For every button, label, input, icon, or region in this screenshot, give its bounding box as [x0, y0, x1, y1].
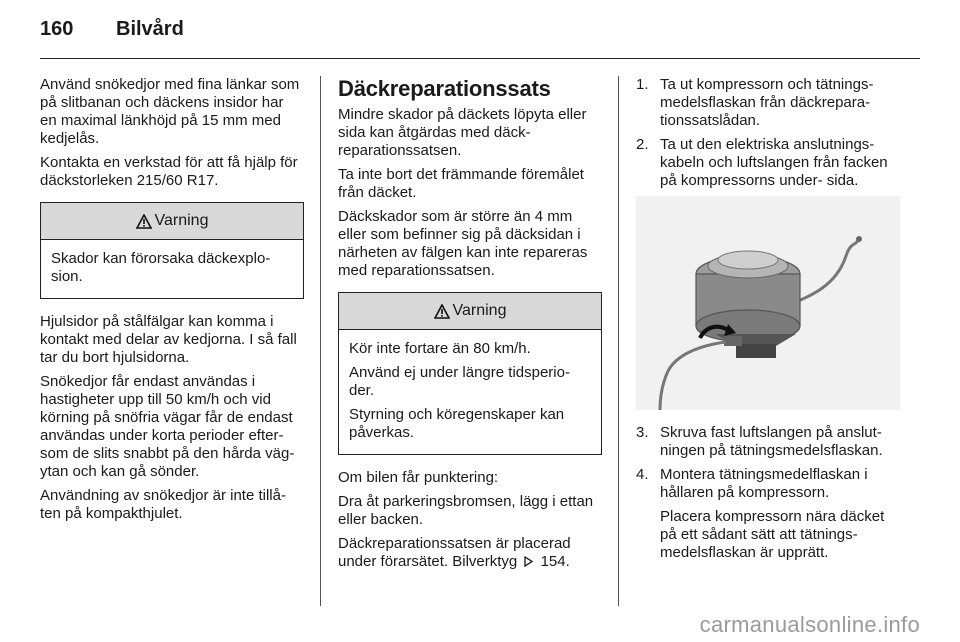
page-number: 160	[40, 18, 74, 40]
compressor-illustration	[636, 196, 900, 410]
step-note: Placera kompressorn nära däcket på ett sådant sätt att tätnings- medelsflaskan är upprätt.	[660, 508, 885, 561]
warning-box	[338, 292, 602, 455]
list-item	[636, 424, 900, 460]
paragraph-text: Däckreparationssatsen är placerad under förarsätet. Bilverktyg	[338, 535, 571, 570]
warning-triangle-icon	[434, 304, 450, 319]
paragraph: Använd snökedjor med fina länkar som på slitbanan och däckens insidor har en maximal länkhöjd på 15 mm med kedjelås.	[40, 76, 300, 147]
column-3	[636, 76, 900, 574]
step-number: 4.	[636, 466, 649, 483]
paragraph: Snökedjor får endast användas i hastigheter upp till 50 km/h och vid körning på snöfria vägar får de endast användas under korta perioder efter- som de slits snabbt på den hårda väg- ytan och kan gå sönder.	[40, 373, 295, 480]
list-item	[636, 466, 900, 568]
column-divider	[618, 76, 619, 606]
warning-line: Använd ej under längre tidsperio- der.	[349, 364, 570, 399]
step-number: 2.	[636, 136, 649, 153]
cross-reference-arrow-icon	[523, 556, 534, 567]
warning-line: Styrning och köregenskaper kan påverkas.	[349, 406, 565, 441]
step-number: 1.	[636, 76, 649, 93]
compressor-drawing	[636, 196, 900, 410]
column-1	[40, 76, 304, 529]
paragraph: Hjulsidor på stålfälgar kan komma i kontakt med delar av kedjorna. I så fall tar du bort hjulsidorna.	[40, 313, 297, 366]
steps-list	[636, 424, 900, 568]
paragraph: Kontakta en verkstad för att få hjälp för däckstorleken 215/60 R17.	[40, 154, 298, 189]
warning-body	[41, 240, 303, 298]
warning-line: Kör inte fortare än 80 km/h.	[349, 340, 531, 357]
paragraph: Användning av snökedjor är inte tillå- ten på kompakthjulet.	[40, 487, 286, 522]
step-text: Skruva fast luftslangen på anslut- ningen på tätningsmedelsflaskan.	[660, 424, 883, 459]
list-item	[636, 136, 900, 190]
warning-header	[339, 293, 601, 330]
paragraph: Om bilen får punktering:	[338, 469, 499, 486]
step-text: Montera tätningsmedelflaskan i hållaren på kompressorn.	[660, 466, 868, 501]
heading: Däckreparationssats	[338, 76, 551, 101]
step-text: Ta ut kompressorn och tätnings- medelsflaskan från däckrepara- tionssatslådan.	[660, 76, 874, 129]
warning-body	[339, 330, 601, 454]
warning-header	[41, 203, 303, 240]
step-text: Ta ut den elektriska anslutnings- kabeln och luftslangen från facken på kompressorns under- sida.	[660, 136, 888, 189]
paragraph: Däckskador som är större än 4 mm eller som befinner sig på däcksidan i närheten av fälgen kan inte repareras med reparationssatsen.	[338, 208, 588, 279]
paragraph: Dra åt parkeringsbromsen, lägg i ettan eller backen.	[338, 493, 594, 528]
warning-text: Skador kan förorsaka däckexplo- sion.	[51, 250, 271, 285]
warning-title: Varning	[154, 212, 209, 229]
page-reference-link[interactable]: 154.	[540, 553, 570, 570]
header-rule	[40, 58, 920, 59]
warning-box	[40, 202, 304, 299]
column-2	[338, 76, 602, 577]
section-title: Bilvård	[116, 18, 184, 40]
step-number: 3.	[636, 424, 649, 441]
warning-triangle-icon	[136, 214, 152, 229]
steps-list	[636, 76, 900, 190]
list-item	[636, 76, 900, 130]
paragraph: Ta inte bort det främmande föremålet från däcket.	[338, 166, 584, 201]
paragraph: Mindre skador på däckets löpyta eller sida kan åtgärdas med däck- reparationssatsen.	[338, 106, 587, 159]
page-header	[40, 18, 184, 48]
warning-title: Varning	[452, 302, 507, 319]
column-divider	[320, 76, 321, 606]
watermark: carmanualsonline.info	[699, 612, 920, 637]
paragraph	[338, 535, 602, 571]
